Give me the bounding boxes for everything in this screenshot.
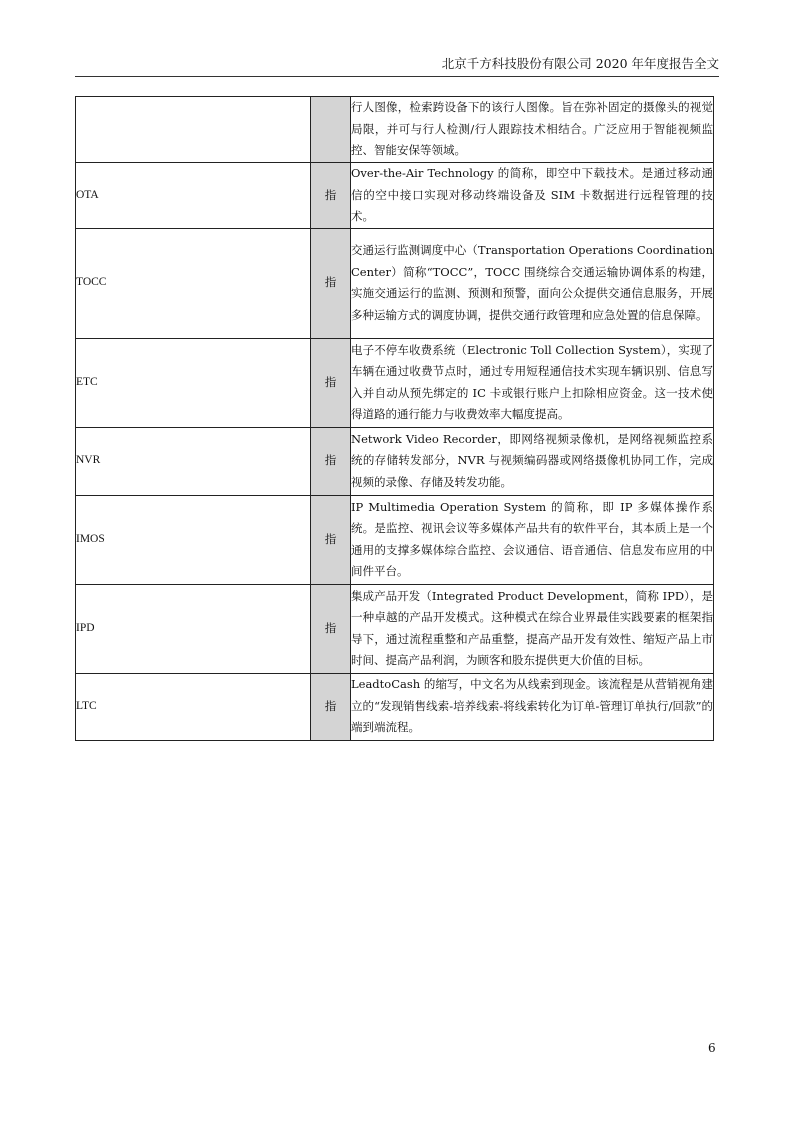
- glossary-table: [75, 96, 714, 741]
- definition-cell: IP Multimedia Operation System 的简称，即 IP 多媒体操作系统。是监控、视讯会议等多媒体产品共有的软件平台，其本质上是一个通用的支撑多媒体综合监控、会议通信、语音通信、信息发布应用的中间件平台。: [351, 495, 714, 584]
- marker-cell: 指: [311, 427, 351, 495]
- term-cell: LTC: [76, 673, 311, 740]
- marker-cell: 指: [311, 338, 351, 427]
- table-row: [76, 673, 714, 740]
- definition-cell: Network Video Recorder，即网络视频录像机，是网络视频监控系统的存储转发部分，NVR 与视频编码器或网络摄像机协同工作，完成视频的录像、存储及转发功能。: [351, 427, 714, 495]
- definition-cell: LeadtoCash 的缩写，中文名为从线索到现金。该流程是从营销视角建立的“发现销售线索-培养线索-将线索转化为订单-管理订单执行/回款”的端到端流程。: [351, 673, 714, 740]
- marker-cell: 指: [311, 163, 351, 229]
- term-cell: [76, 97, 311, 163]
- marker-cell: [311, 97, 351, 163]
- definition-cell: Over-the-Air Technology 的简称，即空中下载技术。是通过移动通信的空中接口实现对移动终端设备及 SIM 卡数据进行远程管理的技术。: [351, 163, 714, 229]
- term-cell: ETC: [76, 338, 311, 427]
- page-header: [75, 56, 719, 77]
- table-row: [76, 427, 714, 495]
- table-row: [76, 97, 714, 163]
- table-row: [76, 584, 714, 673]
- table-row: [76, 228, 714, 338]
- marker-cell: 指: [311, 228, 351, 338]
- definition-cell: 行人图像，检索跨设备下的该行人图像。旨在弥补固定的摄像头的视觉局限，并可与行人检测/行人跟踪技术相结合。广泛应用于智能视频监控、智能安保等领域。: [351, 97, 714, 163]
- report-title: 北京千方科技股份有限公司 2020 年年度报告全文: [441, 56, 719, 71]
- term-cell: TOCC: [76, 228, 311, 338]
- definition-cell: 电子不停车收费系统（Electronic Toll Collection System），实现了车辆在通过收费节点时，通过专用短程通信技术实现车辆识别、信息写入并自动从预先绑定的 IC 卡或银行账户上扣除相应资金。这一技术使得道路的通行能力与收费效率大幅度提高。: [351, 338, 714, 427]
- marker-cell: 指: [311, 673, 351, 740]
- page-number: 6: [708, 1041, 716, 1055]
- marker-cell: 指: [311, 495, 351, 584]
- term-cell: IMOS: [76, 495, 311, 584]
- table-row: [76, 338, 714, 427]
- definition-cell: 交通运行监测调度中心（Transportation Operations Coordination Center）简称“TOCC”，TOCC 围绕综合交通运输协调体系的构建，实施交通运行的监测、预测和预警，面向公众提供交通信息服务，开展多种运输方式的调度协调，提供交通行政管理和应急处置的信息保障。: [351, 228, 714, 338]
- table-row: [76, 495, 714, 584]
- term-cell: OTA: [76, 163, 311, 229]
- term-cell: NVR: [76, 427, 311, 495]
- term-cell: IPD: [76, 584, 311, 673]
- definition-cell: 集成产品开发（Integrated Product Development，简称 IPD），是一种卓越的产品开发模式。这种模式在综合业界最佳实践要素的框架指导下，通过流程重整和产品重整，提高产品开发有效性、缩短产品上市时间、提高产品利润，为顾客和股东提供更大价值的目标。: [351, 584, 714, 673]
- marker-cell: 指: [311, 584, 351, 673]
- table-row: [76, 163, 714, 229]
